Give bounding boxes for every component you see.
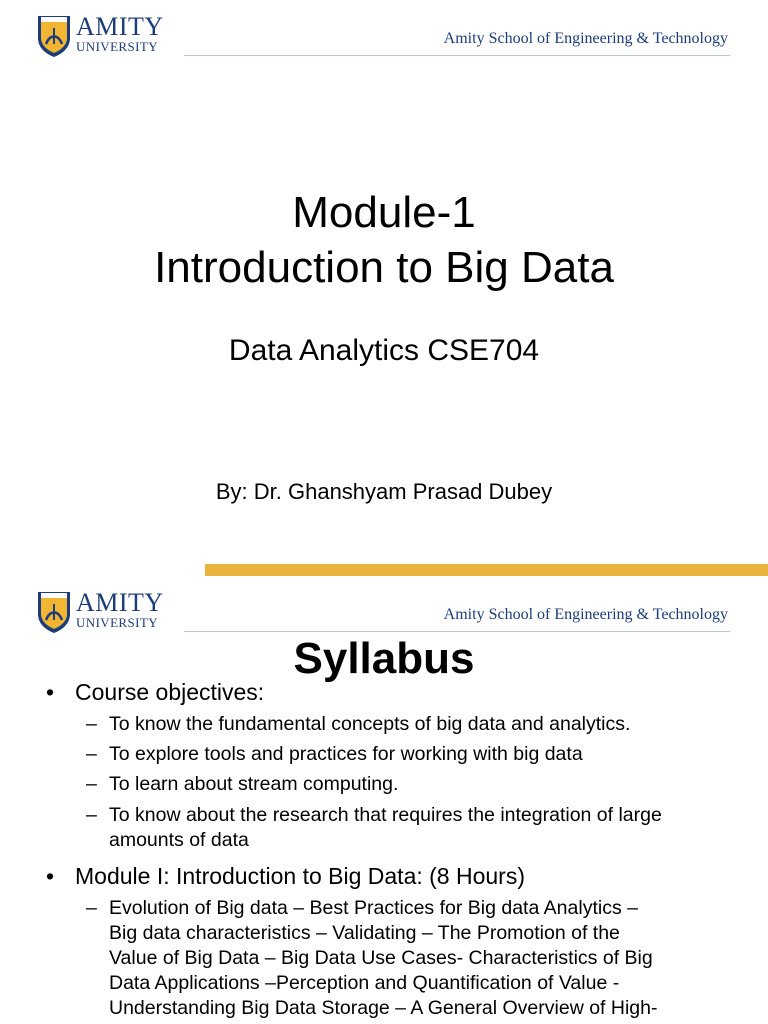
module-title: Module-1: [292, 188, 476, 237]
gold-accent-bar: [205, 564, 768, 576]
brand-name: AMITY: [76, 12, 164, 41]
course-subtitle: Data Analytics CSE704: [228, 334, 540, 367]
amity-shield-icon: [36, 14, 72, 58]
bullet-icon: •: [46, 863, 55, 889]
brand-subtitle: UNIVERSITY: [76, 39, 158, 54]
bullet-module-1: [46, 862, 525, 890]
bullet-icon: •: [46, 679, 55, 705]
dash-icon: –: [86, 773, 97, 795]
brand-subtitle: UNIVERSITY: [76, 615, 158, 630]
amity-shield-icon: [36, 590, 72, 634]
objective-item: – To learn about stream computing.: [86, 773, 399, 795]
school-name: Amity School of Engineering & Technology: [443, 606, 728, 623]
dash-icon: –: [86, 897, 97, 919]
module-line: Understanding Big Data Storage – A General Overview of High-: [109, 997, 658, 1019]
dash-icon: –: [86, 713, 97, 735]
objective-item: – To know the fundamental concepts of big data and analytics.: [86, 713, 631, 735]
topic-title: Introduction to Big Data: [154, 243, 614, 292]
amity-logo: [36, 590, 176, 634]
module-line: Big data characteristics – Validating – The Promotion of the: [109, 922, 620, 944]
module-description: – Evolution of Big data – Best Practices for Big data Analytics – Big data characteristics – Validating – The Promotion of the Value of Big Data – Big Data Use Cases- Characteristics of Big Data Applications –Perception and Quantification of Value - Understanding Big Data Storage – A General Overview of High-: [86, 897, 658, 1019]
school-name: Amity School of Engineering & Technology: [443, 30, 728, 47]
bullet-course-objectives: [46, 678, 264, 706]
objective-item: – To know about the research that requires the integration of large amounts of data: [86, 804, 662, 851]
objective-continuation: amounts of data: [109, 829, 249, 851]
bullet-label: Module I: Introduction to Big Data: (8 Hours): [75, 863, 525, 889]
header-divider: [184, 631, 730, 632]
syllabus-title: Syllabus: [293, 634, 475, 683]
dash-icon: –: [86, 804, 97, 826]
author-line: By: Dr. Ghanshyam Prasad Dubey: [215, 479, 553, 504]
module-line: Data Applications –Perception and Quantification of Value -: [109, 972, 620, 994]
module-line: Value of Big Data – Big Data Use Cases- Characteristics of Big: [109, 947, 653, 969]
brand-name: AMITY: [76, 588, 164, 617]
amity-logo: [36, 14, 176, 58]
dash-icon: –: [86, 743, 97, 765]
objective-item: – To explore tools and practices for working with big data: [86, 743, 583, 765]
bullet-label: Course objectives:: [75, 679, 265, 705]
slide-syllabus: [0, 576, 768, 1024]
header-divider: [184, 55, 730, 56]
